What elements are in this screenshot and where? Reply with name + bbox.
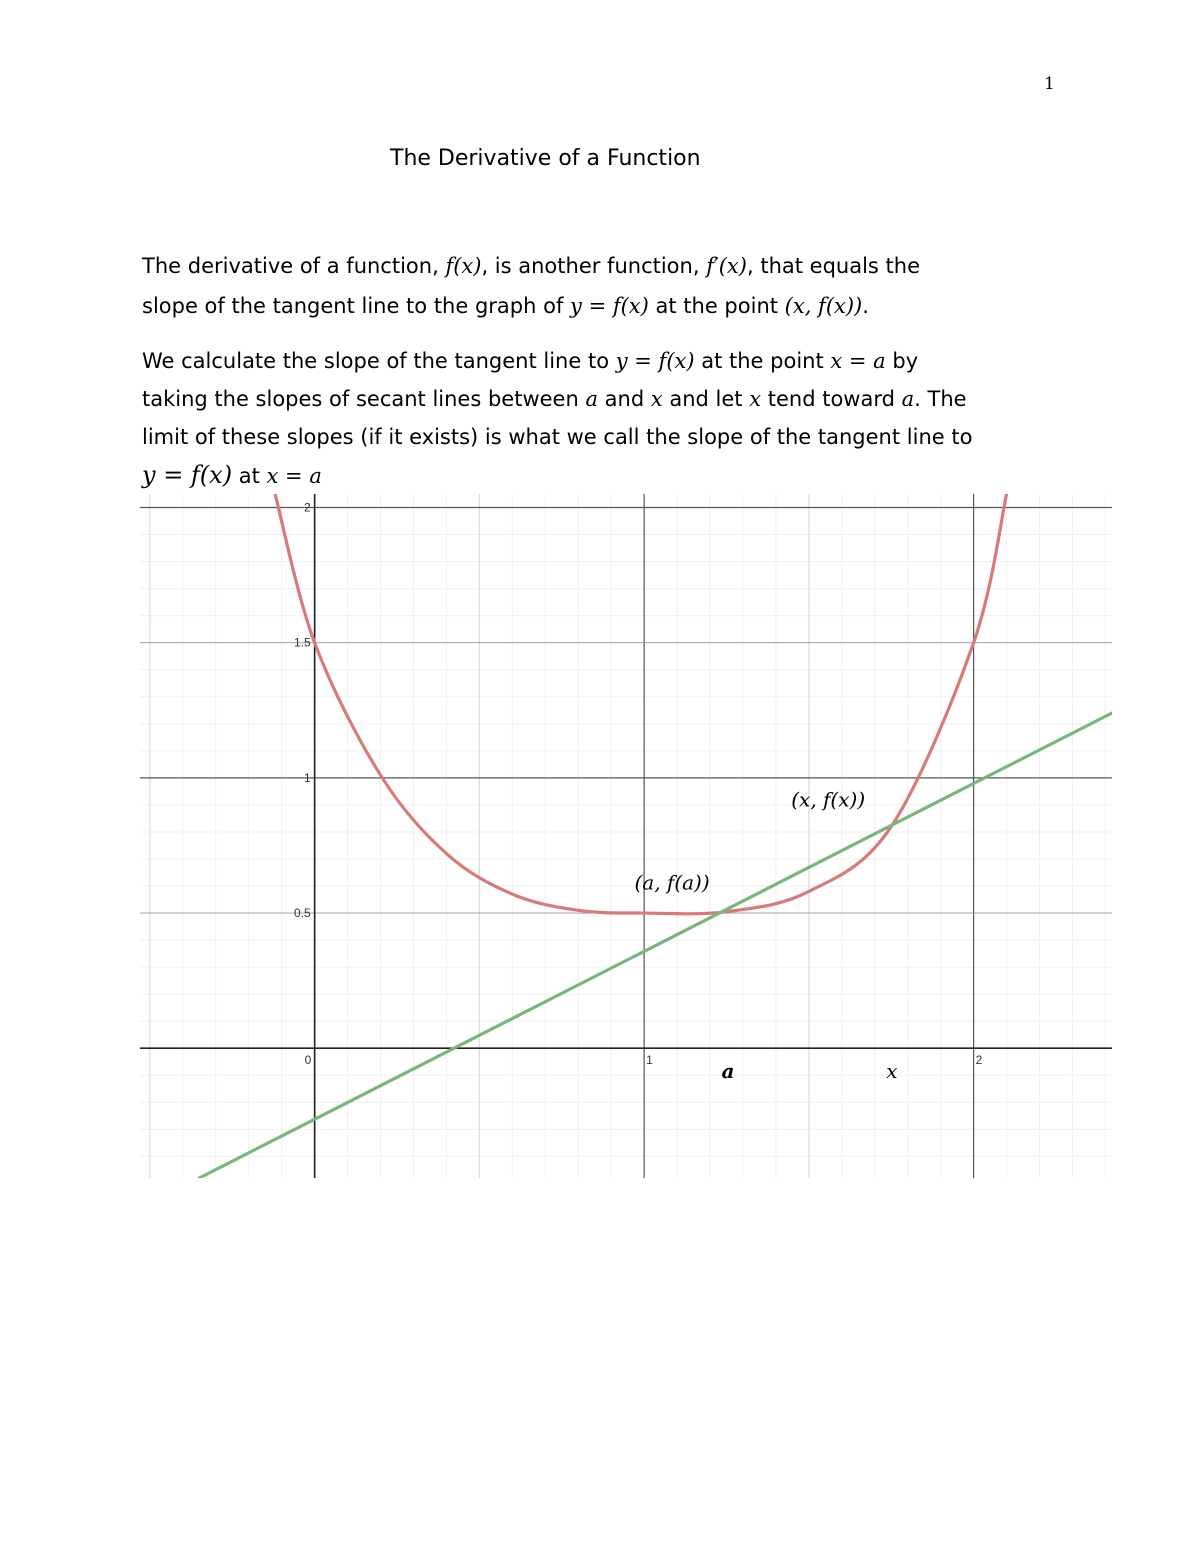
text-run: , that equals the — [746, 254, 920, 278]
y-tick-label: 2 — [303, 500, 311, 515]
math-expression: f(x) — [445, 254, 482, 278]
secant-line — [199, 713, 1112, 1178]
text-line — [142, 418, 1062, 456]
math-expression: y = f(x) — [570, 294, 649, 318]
point-label: (x, f(x)) — [791, 787, 866, 812]
text-run: , is another function, — [481, 254, 707, 278]
text-line — [142, 286, 1062, 326]
text-run: We calculate the slope of the tangent line to — [142, 349, 616, 373]
text-run: at — [232, 464, 267, 488]
function-curve — [275, 494, 1006, 914]
page-title: The Derivative of a Function — [390, 146, 701, 171]
explanation-paragraph — [142, 342, 1062, 494]
text-run: and let — [662, 387, 750, 411]
point-label: (a, f(a)) — [634, 870, 710, 895]
text-line — [142, 456, 1062, 494]
y-tick-label: 1.5 — [293, 635, 311, 650]
function-graph — [140, 494, 1112, 1178]
text-line — [142, 380, 1062, 418]
text-run: . — [862, 294, 869, 318]
math-expression: x — [650, 387, 663, 411]
text-run: limit of these slopes (if it exists) is what we call the slope of the tangent line to — [142, 425, 973, 449]
y-tick-label: 0.5 — [293, 906, 311, 921]
text-run: taking the slopes of secant lines between — [142, 387, 586, 411]
text-line — [142, 342, 1062, 380]
x-tick-label: 2 — [975, 1053, 983, 1068]
text-run: at the point — [648, 294, 785, 318]
math-expression: a — [585, 387, 598, 411]
page-number: 1 — [1044, 74, 1055, 94]
text-run: . The — [914, 387, 967, 411]
math-expression: x = a — [830, 349, 886, 373]
x-tick-label: 0 — [304, 1053, 312, 1068]
x-tick-label: 1 — [646, 1053, 653, 1068]
math-expression: y = f(x) — [615, 349, 695, 373]
math-expression: x — [749, 387, 762, 411]
definition-paragraph — [142, 246, 1062, 326]
axis-mark-label: x — [886, 1059, 898, 1084]
math-expression: a — [901, 387, 915, 411]
text-run: tend toward — [761, 387, 902, 411]
math-expression: y = f(x) — [142, 461, 233, 489]
math-expression: x = a — [266, 464, 322, 488]
text-run: The derivative of a function, — [142, 254, 446, 278]
math-expression: (x, f(x)) — [784, 294, 863, 318]
text-line — [142, 246, 1062, 286]
y-tick-label: 1 — [303, 770, 311, 785]
axis-mark-label: a — [721, 1059, 735, 1084]
text-run: slope of the tangent line to the graph of — [142, 294, 571, 318]
graph-canvas — [140, 494, 1112, 1178]
text-run: and — [597, 387, 651, 411]
text-run: at the point — [694, 349, 831, 373]
text-run: by — [885, 349, 919, 373]
math-expression: f′(x) — [706, 254, 747, 278]
